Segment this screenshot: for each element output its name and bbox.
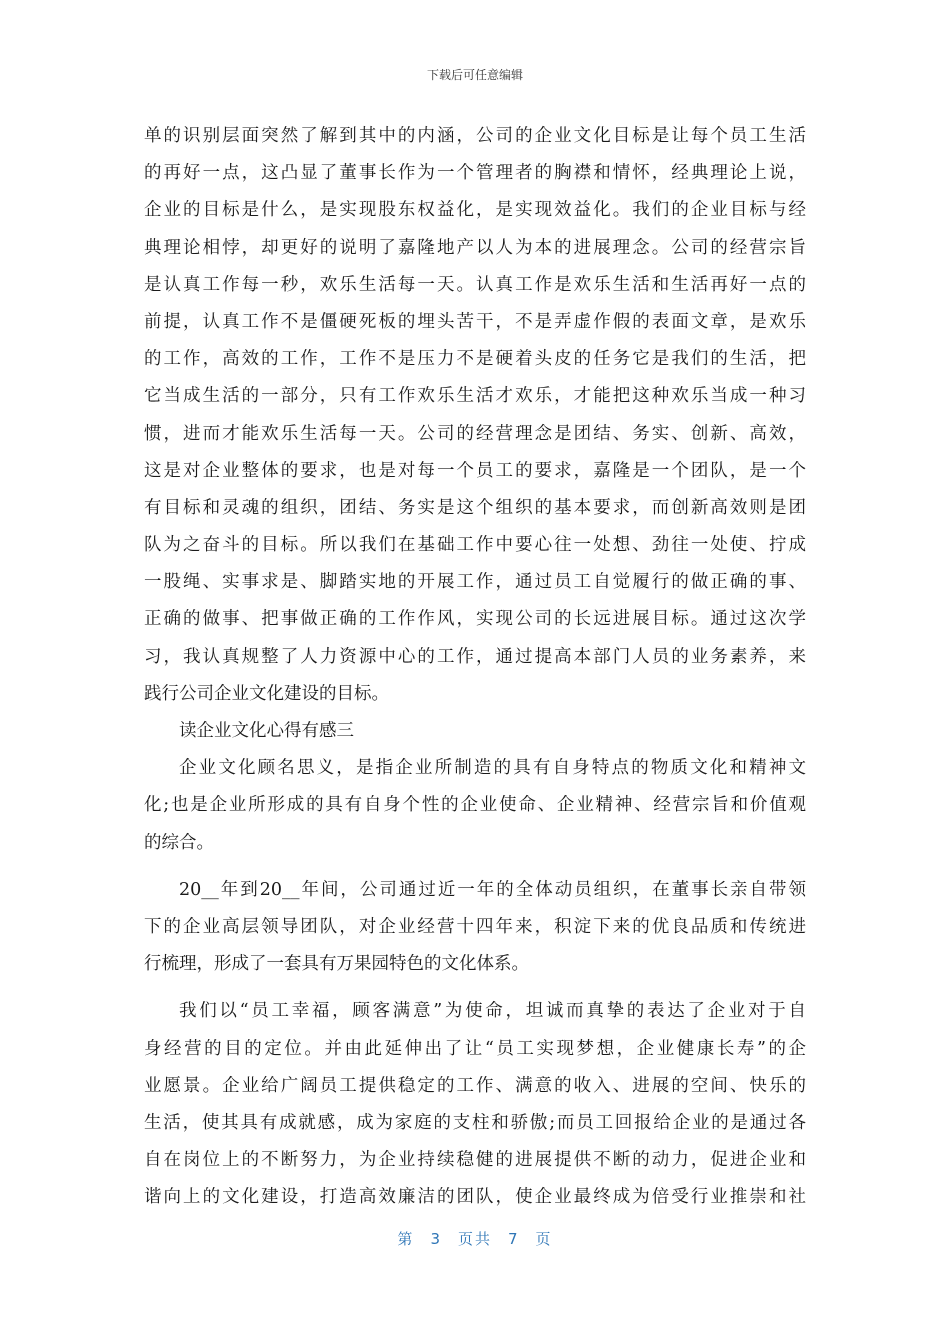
paragraph <box>144 750 806 862</box>
text-line: 是认真工作每一秒，欢乐生活每一天。认真工作是欢乐生活和生活再好一点的 <box>144 274 806 295</box>
page-header <box>0 66 950 83</box>
text-line: 践行公司企业文化建设的目标。 <box>144 683 389 704</box>
text-line: 一股绳、实事求是、脚踏实地的开展工作，通过员工自觉履行的做正确的事、 <box>144 572 806 593</box>
text-line: 身经营的目的定位。并由此延伸出了让“员工实现梦想，企业健康长寿”的企 <box>144 1038 806 1059</box>
text-line: 化;也是企业所形成的具有自身个性的企业使命、企业精神、经营宗旨和价值观 <box>144 795 806 816</box>
document-body <box>144 118 806 1216</box>
text-line: 有目标和灵魂的组织，团结、务实是这个组织的基本要求，而创新高效则是团 <box>144 497 806 518</box>
page-label-prefix: 第 <box>397 1230 415 1248</box>
text-line: 企业文化顾名思义，是指企业所制造的具有自身特点的物质文化和精神文 <box>179 758 806 779</box>
text-line: 惯，进而才能欢乐生活每一天。公司的经营理念是团结、务实、创新、高效， <box>144 423 806 444</box>
text-line: 业愿景。企业给广阔员工提供稳定的工作、满意的收入、进展的空间、快乐的 <box>144 1075 806 1096</box>
page-label-middle: 页共 <box>457 1230 492 1248</box>
text-line: 队为之奋斗的目标。所以我们在基础工作中要心往一处想、劲往一处使、拧成 <box>144 535 806 556</box>
text-line: 典理论相悖，却更好的说明了嘉隆地产以人为本的进展理念。公司的经营宗旨 <box>144 237 806 258</box>
page-footer <box>0 1228 950 1249</box>
section-heading <box>144 713 806 750</box>
header-text: 下载后可任意编辑 <box>426 68 523 82</box>
heading-text: 读企业文化心得有感三 <box>179 721 354 741</box>
paragraph <box>144 993 806 1216</box>
page-label-suffix: 页 <box>535 1230 553 1248</box>
text-line: 习，我认真规整了人力资源中心的工作，通过提高本部门人员的业务素养，来 <box>144 646 806 667</box>
text-line: 我们以“员工幸福，顾客满意”为使命，坦诚而真挚的表达了企业对于自 <box>179 1001 806 1022</box>
text-line: 的再好一点，这凸显了董事长作为一个管理者的胸襟和情怀，经典理论上说， <box>144 163 806 184</box>
text-line: 前提，认真工作不是僵硬死板的埋头苦干，不是弄虚作假的表面文章，是欢乐 <box>144 311 806 332</box>
text-line: 企业的目标是什么，是实现股东权益化，是实现效益化。我们的企业目标与经 <box>144 200 806 221</box>
text-line: 这是对企业整体的要求，也是对每一个员工的要求，嘉隆是一个团队，是一个 <box>144 460 806 481</box>
text-line: 它当成生活的一部分，只有工作欢乐生活才欢乐，才能把这种欢乐当成一种习 <box>144 386 806 407</box>
text-line: 正确的做事、把事做正确的工作作风，实现公司的长远进展目标。通过这次学 <box>144 609 806 630</box>
current-page-number: 3 <box>430 1230 442 1248</box>
paragraph <box>144 118 806 713</box>
text-line: 单的识别层面突然了解到其中的内涵，公司的企业文化目标是让每个员工生活 <box>144 126 806 146</box>
text-line: 20__年到20__年间，公司通过近一年的全体动员组织，在董事长亲自带领 <box>179 879 806 900</box>
paragraph <box>144 872 806 984</box>
text-line: 谐向上的文化建设，打造高效廉洁的团队，使企业最终成为倍受行业推崇和社 <box>144 1187 806 1208</box>
text-line: 行梳理，形成了一套具有万果园特色的文化体系。 <box>144 954 529 975</box>
text-line: 生活，使其具有成就感，成为家庭的支柱和骄傲;而员工回报给企业的是通过各 <box>144 1112 806 1133</box>
text-line: 自在岗位上的不断努力，为企业持续稳健的进展提供不断的动力，促进企业和 <box>144 1150 806 1171</box>
text-line: 的综合。 <box>144 832 214 853</box>
total-pages-number: 7 <box>508 1230 520 1248</box>
text-line: 的工作，高效的工作，工作不是压力不是硬着头皮的任务它是我们的生活，把 <box>144 349 806 370</box>
text-line: 下的企业高层领导团队，对企业经营十四年来，积淀下来的优良品质和传统进 <box>144 916 806 937</box>
